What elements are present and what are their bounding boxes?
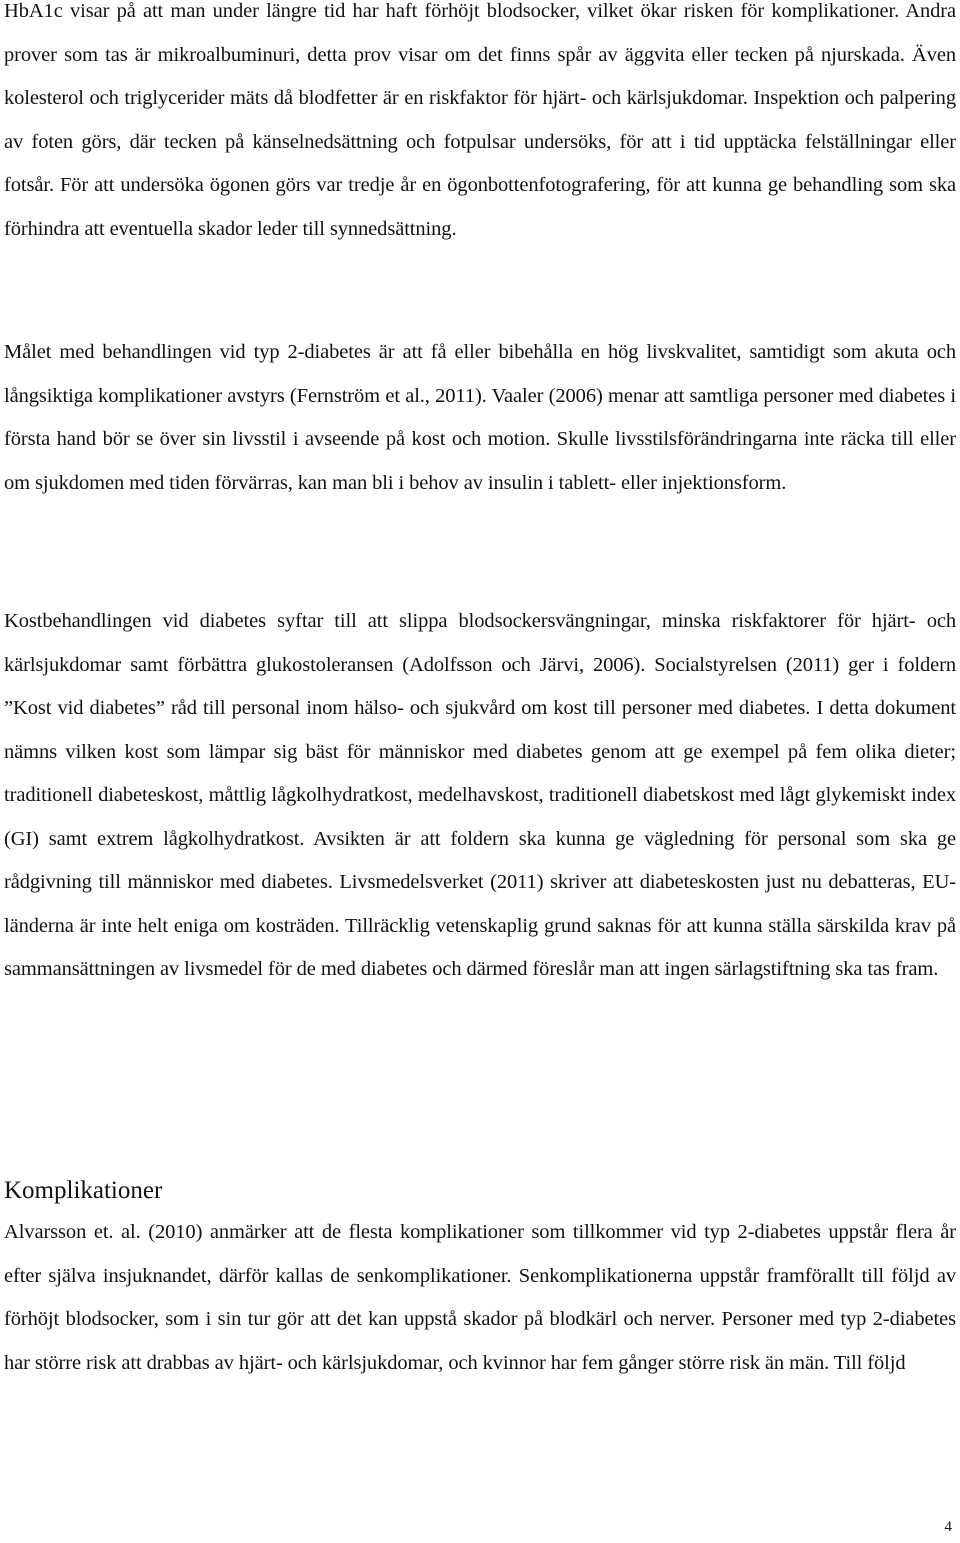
paragraph-diet-treatment: Kostbehandlingen vid diabetes syftar till att slippa blodsockersvängningar, minska riskfaktorer för hjärt- och kärlsjukdomar samt förbättra glukostoleransen (Adolfsson och Järvi, 2006). Socialstyrelsen (2011) ger i foldern ”Kost vid diabetes” råd till personal inom hälso- och sjukvård om kost till personer med diabetes. I detta dokument nämns vilken kost som lämpar sig bäst för människor med diabetes genom att ge exempel på fem olika dieter; traditionell diabeteskost, måttlig lågkolhydratkost, medelhavskost, traditionell diabetskost med lågt glykemiskt index (GI) samt extrem lågkolhydratkost. Avsikten är att foldern ska kunna ge vägledning för personal som ska ge rådgivning till människor med diabetes. Livsmedelsverket (2011) skriver att diabeteskosten just nu debatteras, EU-länderna är inte helt eniga om kosträden. Tillräcklig vetenskaplig grund saknas för att kunna ställa särskilda krav på sammansättningen av livsmedel för de med diabetes och därmed föreslår man att ingen särlagstiftning ska tas fram.	[4, 610, 956, 980]
paragraph-lab-tests: HbA1c visar på att man under längre tid har haft förhöjt blodsocker, vilket ökar risken för komplikationer. Andra prover som tas är mikroalbuminuri, detta prov visar om det finns spår av äggvita eller tecken på njurskada. Även kolesterol och triglycerider mäts då blodfetter är en riskfaktor för hjärt- och kärlsjukdomar. Inspektion och palpering av foten görs, där tecken på känselnedsättning och fotpulsar undersöks, för att i tid upptäcka felställningar eller fotsår. För att undersöka ögonen görs var tredje år en ögonbottenfotografering, för att kunna ge behandling som ska förhindra att eventuella skador leder till synnedsättning.	[4, 0, 956, 240]
page-number: 4	[944, 1519, 952, 1535]
paragraph-treatment-goal: Målet med behandlingen vid typ 2-diabetes är att få eller bibehålla en hög livskvalitet, samtidigt som akuta och långsiktiga komplikationer avstyrs (Fernström et al., 2011). Vaaler (2006) menar att samtliga personer med diabetes i första hand bör se över sin livsstil i avseende på kost och motion. Skulle livsstilsförändringarna inte räcka till eller om sjukdomen med tiden förvärras, kan man bli i behov av insulin i tablett- eller injektionsform.	[4, 341, 956, 494]
section-heading: Komplikationer	[4, 1177, 163, 1204]
paragraph-complications: Alvarsson et. al. (2010) anmärker att de flesta komplikationer som tillkommer vid typ 2-diabetes uppstår flera år efter själva insjuknandet, därför kallas de senkomplikationer. Senkomplikationerna uppstår framförallt till följd av förhöjt blodsocker, som i sin tur gör att det kan uppstå skador på blodkärl och nerver. Personer med typ 2-diabetes har större risk att drabbas av hjärt- och kärlsjukdomar, och kvinnor har fem gånger större risk än män. Till följd	[4, 1221, 956, 1374]
